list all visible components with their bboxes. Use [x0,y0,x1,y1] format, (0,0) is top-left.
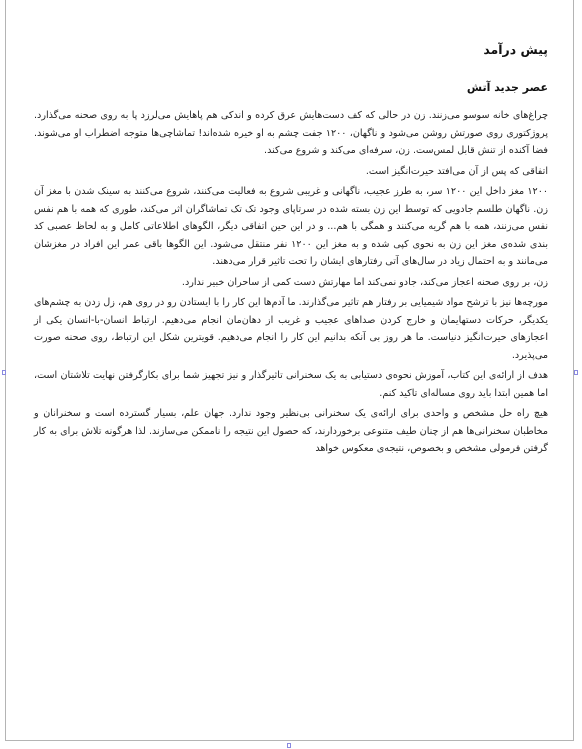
paragraph: مورچه‌ها نیز با ترشح مواد شیمیایی بر رفتار هم تاثیر می‌گذارند. ما آدم‌ها این کار را با ایستادن رو در روی هم، زل زدن به چشم‌های یکدیگر، حرکات دستهایمان و خارج کردن صداهای عجیب و غریب از دهان‌مان انجام می‌دهیم. ارتباط انسان-با-انسان یکی از اعجازهای حیرت‌انگیز دنیاست. ما هر روز بی آنکه بدانیم این کار را انجام می‌دهیم. قویترین شکل این ارتباط، روی صحنه صورت می‌پذیرد. [34,297,548,361]
paragraph: اتفاقی که پس از آن می‌افتد حیرت‌انگیز است. [365,165,548,177]
page-corner-marker-right [574,370,578,375]
page-corner-marker-left [2,370,6,375]
body-text [34,107,548,458]
page-corner-marker-bottom [287,743,291,748]
paragraph: ۱۲۰۰ مغز داخل این ۱۲۰۰ سر، به طرز عجیب، ناگهانی و غریبی شروع به فعالیت می‌کنند، شروع می‌کنند به سینک شدن با مغز آن زن. ناگهان طلسم جادویی که توسط این زن بسته شده در سرتاپای وجود تک تک تماشاگران اثر می‌کند، طوری که همه با هم نفس نفس می‌زنند، همه با هم گریه می‌کنند و همگی با هم... و در این حین اتفاقی دیگر، الگوهای اطلاعاتی کامل و به لحاظ عصبی کد بندی شده‌ی مغز این زن به نحوی کپی شده و به مغز این ۱۲۰۰ نفر منتقل می‌شود. این الگوها باقی عمر این افراد در مغزشان می‌مانند و به احتمال زیاد در سال‌های آتی رفتارهای ایشان را تحت تاثیر قرار می‌دهند. [34,186,549,267]
chapter-title: پیش درآمد [483,42,548,57]
section-title: عصر جدید آتش [466,81,548,94]
document-content [34,40,548,461]
paragraph: هیچ راه حل مشخص و واحدی برای ارائه‌ی یک سخنرانی بی‌نظیر وجود ندارد. جهان علم، بسیار گسترده است و سخنرانان و مخاطبان سخنرانی‌ها هم از چنان طیف متنوعی برخوردارند، که حصول این نتیجه را ناممکن می‌سازند. لذا هرگونه تلاش برای به کار گرفتن فرمولی مشخص و بخصوص، نتیجه‌ی معکوس خواهد [34,408,548,454]
paragraph: زن، بر روی صحنه اعجاز می‌کند، جادو نمی‌کند اما مهارتش دست کمی از ساحران خبیر ندارد. [181,276,548,288]
paragraph: چراغ‌های خانه سوسو می‌زنند. زن در حالی که کف دست‌هایش عرق کرده و اندکی هم پاهایش می‌لرزد پا به روی صحنه می‌گذارد. پروژکتوری روی صورتش روشن می‌شود و ناگهان، ۱۲۰۰ جفت چشم به او خیره شده‌اند! تماشاچی‌ها متوجه اضطراب او می‌شوند. فضا آکنده از تنش قابل لمس‌ست. زن، سرفه‌ای می‌کند و شروع می‌کند. [34,110,548,156]
paragraph: هدف از ارائه‌ی این کتاب، آموزش نحوه‌ی دستیابی به یک سخنرانی تاثیرگذار و نیز تجهیز شما برای بکارگرفتن نهایت تلاشتان است، اما همین ابتدا باید روی مساله‌ای تاکید کنم. [34,370,548,399]
